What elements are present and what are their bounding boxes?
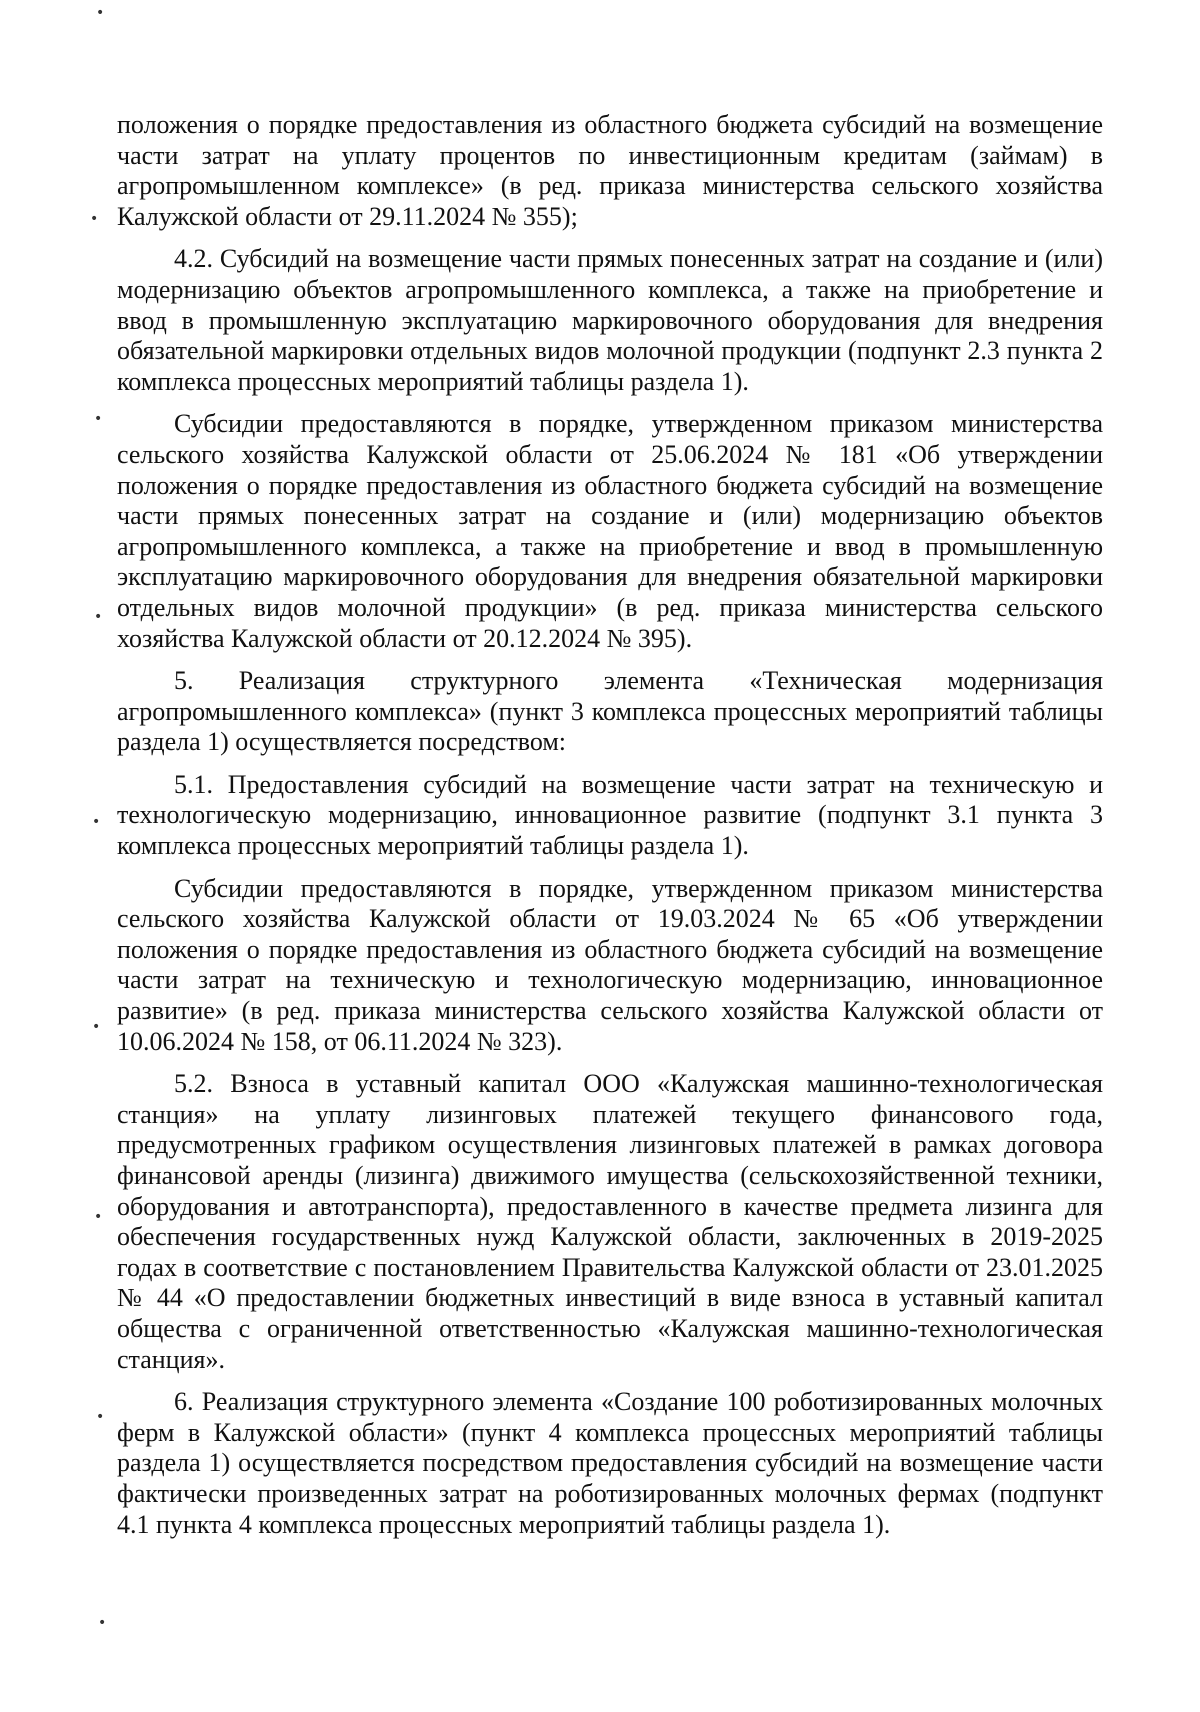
paragraph-4-2: 4.2. Субсидий на возмещение части прямых понесенных затрат на создание и (или) модернизацию объектов агропромышленного комплекса, а также на приобретение и ввод в промышленную эксплуатацию маркировочного оборудования для внедрения обязательной маркировки отдельных видов молочной продукции (подпункт 2.3 пункта 2 комплекса процессных мероприятий таблицы раздела 1). (117, 244, 1103, 396)
paragraph-5-2: 5.2. Взноса в уставный капитал ООО «Калужская машинно-технологическая станция» на уплату лизинговых платежей текущего финансового года, предусмотренных графиком осуществления лизинговых платежей в рамках договора финансовой аренды (лизинга) движимого имущества (сельскохозяйственной техники, оборудования и автотранспорта), предоставленного в качестве предмета лизинга для обеспечения государственных нужд Калужской области, заключенных в 2019-2025 годах в соответствие с постановлением Правительства Калужской области от 23.01.2025 № 44 «О предоставлении бюджетных инвестиций в виде взноса в уставный капитал общества с ограниченной ответственностью «Калужская машинно-технологическая станция». (117, 1069, 1103, 1374)
paragraph-continuation: положения о порядке предоставления из областного бюджета субсидий на возмещение части затрат на уплату процентов по инвестиционным кредитам (займам) в агропромышленном комплексе» (в ред. приказа министерства сельского хозяйства Калужской области от 29.11.2024 № 355); (117, 110, 1103, 231)
paragraph-5: 5. Реализация структурного элемента «Техническая модернизация агропромышленного комплекса» (пункт 3 комплекса процессных мероприятий таблицы раздела 1) осуществляется посредством: (117, 666, 1103, 757)
scan-speck: • (96, 5, 105, 21)
scan-speck: • (94, 1209, 103, 1225)
paragraph-5-1-order: Субсидии предоставляются в порядке, утвержденном приказом министерства сельского хозяйства Калужской области от 19.03.2024 № 65 «Об утверждении положения о порядке предоставления из областного бюджета субсидий на возмещение части затрат на техническую и технологическую модернизацию, инновационное развитие» (в ред. приказа министерства сельского хозяйства Калужской области от 10.06.2024 № 158, от 06.11.2024 № 323). (117, 873, 1103, 1056)
scan-speck: • (92, 814, 101, 830)
scan-speck: • (94, 609, 103, 625)
scan-speck: • (92, 1019, 101, 1035)
document-page (117, 110, 1103, 1552)
scan-speck: • (98, 1615, 107, 1631)
paragraph-5-1: 5.1. Предоставления субсидий на возмещение части затрат на техническую и технологическую модернизацию, инновационное развитие (подпункт 3.1 пункта 3 комплекса процессных мероприятий таблицы раздела 1). (117, 769, 1103, 861)
paragraph-6: 6. Реализация структурного элемента «Создание 100 роботизированных молочных ферм в Калужской области» (пункт 4 комплекса процессных мероприятий таблицы раздела 1) осуществляется посредством предоставления субсидий на возмещение части фактически произведенных затрат на роботизированных молочных фермах (подпункт 4.1 пункта 4 комплекса процессных мероприятий таблицы раздела 1). (117, 1387, 1103, 1539)
scan-speck: • (96, 1409, 105, 1425)
scan-speck: • (90, 211, 99, 227)
paragraph-4-2-order: Субсидии предоставляются в порядке, утвержденном приказом министерства сельского хозяйства Калужской области от 25.06.2024 № 181 «Об утверждении положения о порядке предоставления из областного бюджета субсидий на возмещение части прямых понесенных затрат на создание и (или) модернизацию объектов агропромышленного комплекса, а также на приобретение и ввод в промышленную эксплуатацию маркировочного оборудования для внедрения обязательной маркировки отдельных видов молочной продукции» (в ред. приказа министерства сельского хозяйства Калужской области от 20.12.2024 № 395). (117, 409, 1103, 653)
scan-speck: • (94, 411, 103, 427)
